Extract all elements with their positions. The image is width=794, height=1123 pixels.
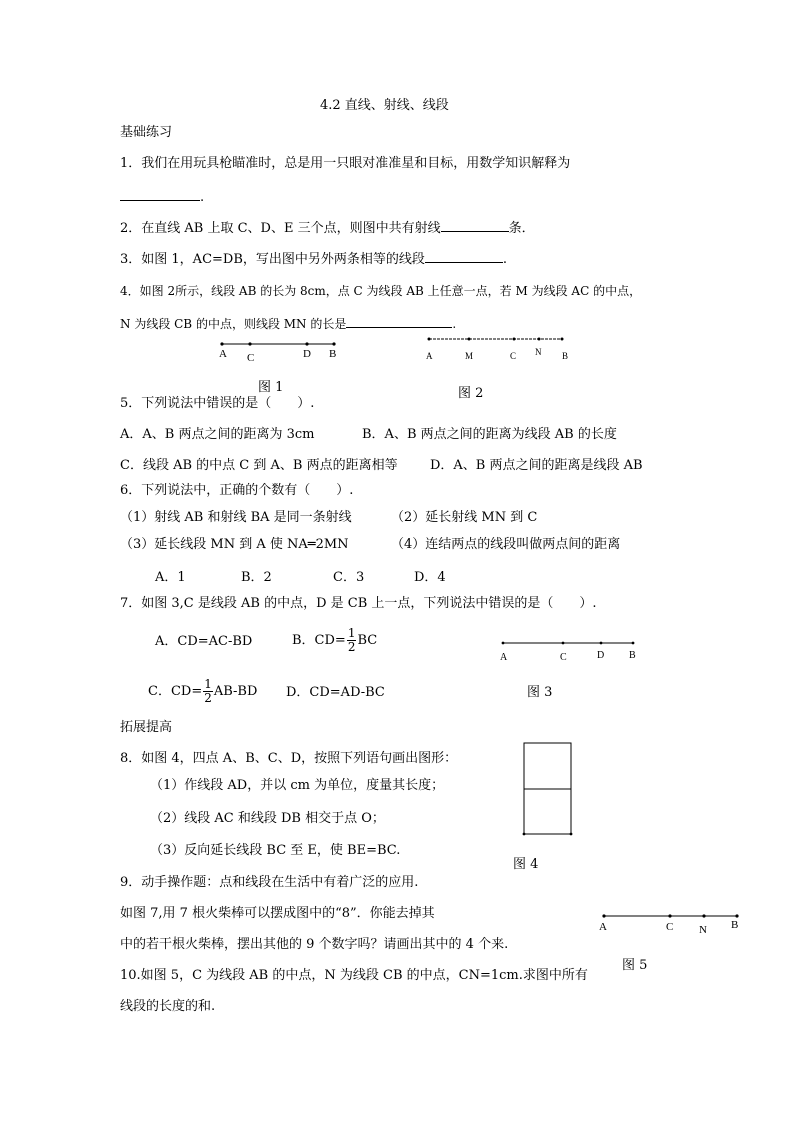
question-7-option-b-suffix: BC (357, 633, 378, 648)
figure-5-point-n (702, 914, 705, 917)
figure-5-point-c (668, 914, 671, 917)
question-6-option-b[interactable]: B．2 (241, 570, 272, 585)
fraction-denominator: 2 (204, 691, 212, 705)
question-6-option-d[interactable]: D．4 (414, 570, 446, 585)
question-5-option-d[interactable]: D．A、B 两点之间的距离是线段 AB (430, 458, 643, 473)
question-5-option-a[interactable]: A．A、B 两点之间的距离为 3cm (120, 427, 315, 442)
figure-1-label-a: A (219, 348, 227, 360)
question-6-statement-3: （3）延长线段 MN 到 A 使 NA═2MN (120, 537, 349, 552)
figure-2-label-b: B (562, 351, 569, 361)
figure-1-label-d: D (303, 348, 311, 360)
figure-1-caption: 图 1 (258, 380, 284, 395)
question-6-statement-4: （4）连结两点的线段叫做两点间的距离 (391, 537, 621, 552)
figure-2-caption: 图 2 (458, 386, 484, 401)
question-8-step-1: （1）作线段 AD，并以 cm 为单位，度量其长度； (150, 778, 445, 793)
question-8-stem: 8．如图 4，四点 A、B、C、D，按照下列语句画出图形： (120, 751, 458, 766)
figure-5-label-c: C (666, 921, 674, 933)
figure-2-label-m: M (465, 351, 474, 361)
figure-2-label-c: C (510, 351, 517, 361)
question-3-text: 3．如图 1，AC=DB，写出图中另外两条相等的线段 (120, 252, 425, 267)
figure-4-caption: 图 4 (513, 857, 539, 872)
question-7-option-d[interactable]: D．CD=AD-BC (286, 685, 385, 700)
question-7-option-c-suffix: AB-BD (213, 684, 258, 699)
figure-2-label-a: A (426, 351, 433, 361)
figure-5-point-b (735, 914, 738, 917)
question-3-tail: . (502, 252, 508, 267)
question-4-tail: . (452, 317, 457, 331)
figure-3-label-c: C (560, 652, 567, 663)
figure-3-label-d: D (597, 650, 605, 661)
question-1-tail: . (200, 190, 205, 205)
question-9-line-1: 9．动手操作题：点和线段在生活中有着广泛的应用. (120, 875, 419, 890)
question-1-text: 1．我们在用玩具枪瞄准时，总是用一只眼对准准星和目标，用数学知识解释为 (120, 156, 571, 171)
question-2-tail: 条． (508, 221, 535, 236)
figure-3-label-a: A (500, 652, 508, 663)
question-6-option-a[interactable]: A．1 (155, 570, 186, 585)
question-6-statement-2: （2）延长射线 MN 到 C (391, 510, 538, 525)
question-5-stem: 5．下列说法中错误的是（ ）. (120, 396, 315, 411)
question-7-option-b-prefix: B．CD= (292, 633, 346, 648)
figure-5-caption: 图 5 (622, 958, 648, 973)
question-10-line-2: 线段的长度的和. (120, 999, 216, 1014)
question-7-option-c-prefix: C．CD= (148, 684, 203, 699)
figure-3-label-b: B (629, 650, 636, 661)
fraction-denominator: 2 (347, 640, 356, 654)
fraction-numerator: 1 (347, 626, 356, 640)
question-5-option-b[interactable]: B．A、B 两点之间的距离为线段 AB 的长度 (362, 427, 617, 442)
figure-3-caption: 图 3 (527, 685, 553, 700)
question-2-text: 2．在直线 AB 上取 C、D、E 三个点，则图中共有射线 (120, 221, 441, 236)
question-9-line-3: 中的若干根火柴棒，摆出其他的 9 个数字吗？请画出其中的 4 个来. (120, 937, 509, 952)
figure-2-label-n: N (535, 347, 542, 357)
question-10-line-1: 10.如图 5，C 为线段 AB 的中点，N 为线段 CB 的中点，CN=1cm.求图中所有 (120, 968, 588, 983)
figure-1-label-c: C (247, 352, 255, 364)
fraction-numerator: 1 (204, 677, 212, 691)
question-5-option-c[interactable]: C．线段 AB 的中点 C 到 A、B 两点的距离相等 (120, 458, 398, 473)
question-7-option-a[interactable]: A．CD=AC-BD (155, 634, 253, 649)
figure-5-point-a (602, 914, 605, 917)
figure-5-label-b: B (731, 919, 739, 931)
section-heading-basic: 基础练习 (120, 125, 173, 140)
question-6-statement-1: （1）射线 AB 和射线 BA 是同一条射线 (120, 510, 352, 525)
figure-1-label-b: B (329, 348, 337, 360)
question-6-option-c[interactable]: C．3 (333, 570, 365, 585)
figure-5-label-n: N (699, 924, 707, 936)
question-9-line-2: 如图 7,用 7 根火柴棒可以摆成图中的“8”．你能去掉其 (120, 906, 435, 921)
question-4-line-1: 4．如图 2所示，线段 AB 的长为 8cm，点 C 为线段 AB 上任意一点，若 M 为线段 AC 的中点， (120, 284, 642, 298)
question-7-stem: 7．如图 3,C 是线段 AB 的中点，D 是 CB 上一点，下列说法中错误的是（ ）. (120, 596, 597, 611)
figure-5-label-a: A (599, 921, 607, 933)
question-8-step-3: （3）反向延长线段 BC 至 E，使 BE=BC. (150, 843, 401, 858)
section-heading-extension: 拓展提高 (120, 720, 173, 735)
question-6-stem: 6．下列说法中，正确的个数有（ ）. (120, 483, 354, 498)
question-4-text: N 为线段 CB 的中点，则线段 MN 的长是 (120, 317, 347, 331)
page-title: 4.2 直线、射线、线段 (320, 98, 449, 113)
question-8-step-2: （2）线段 AC 和线段 DB 相交于点 O； (150, 811, 385, 826)
